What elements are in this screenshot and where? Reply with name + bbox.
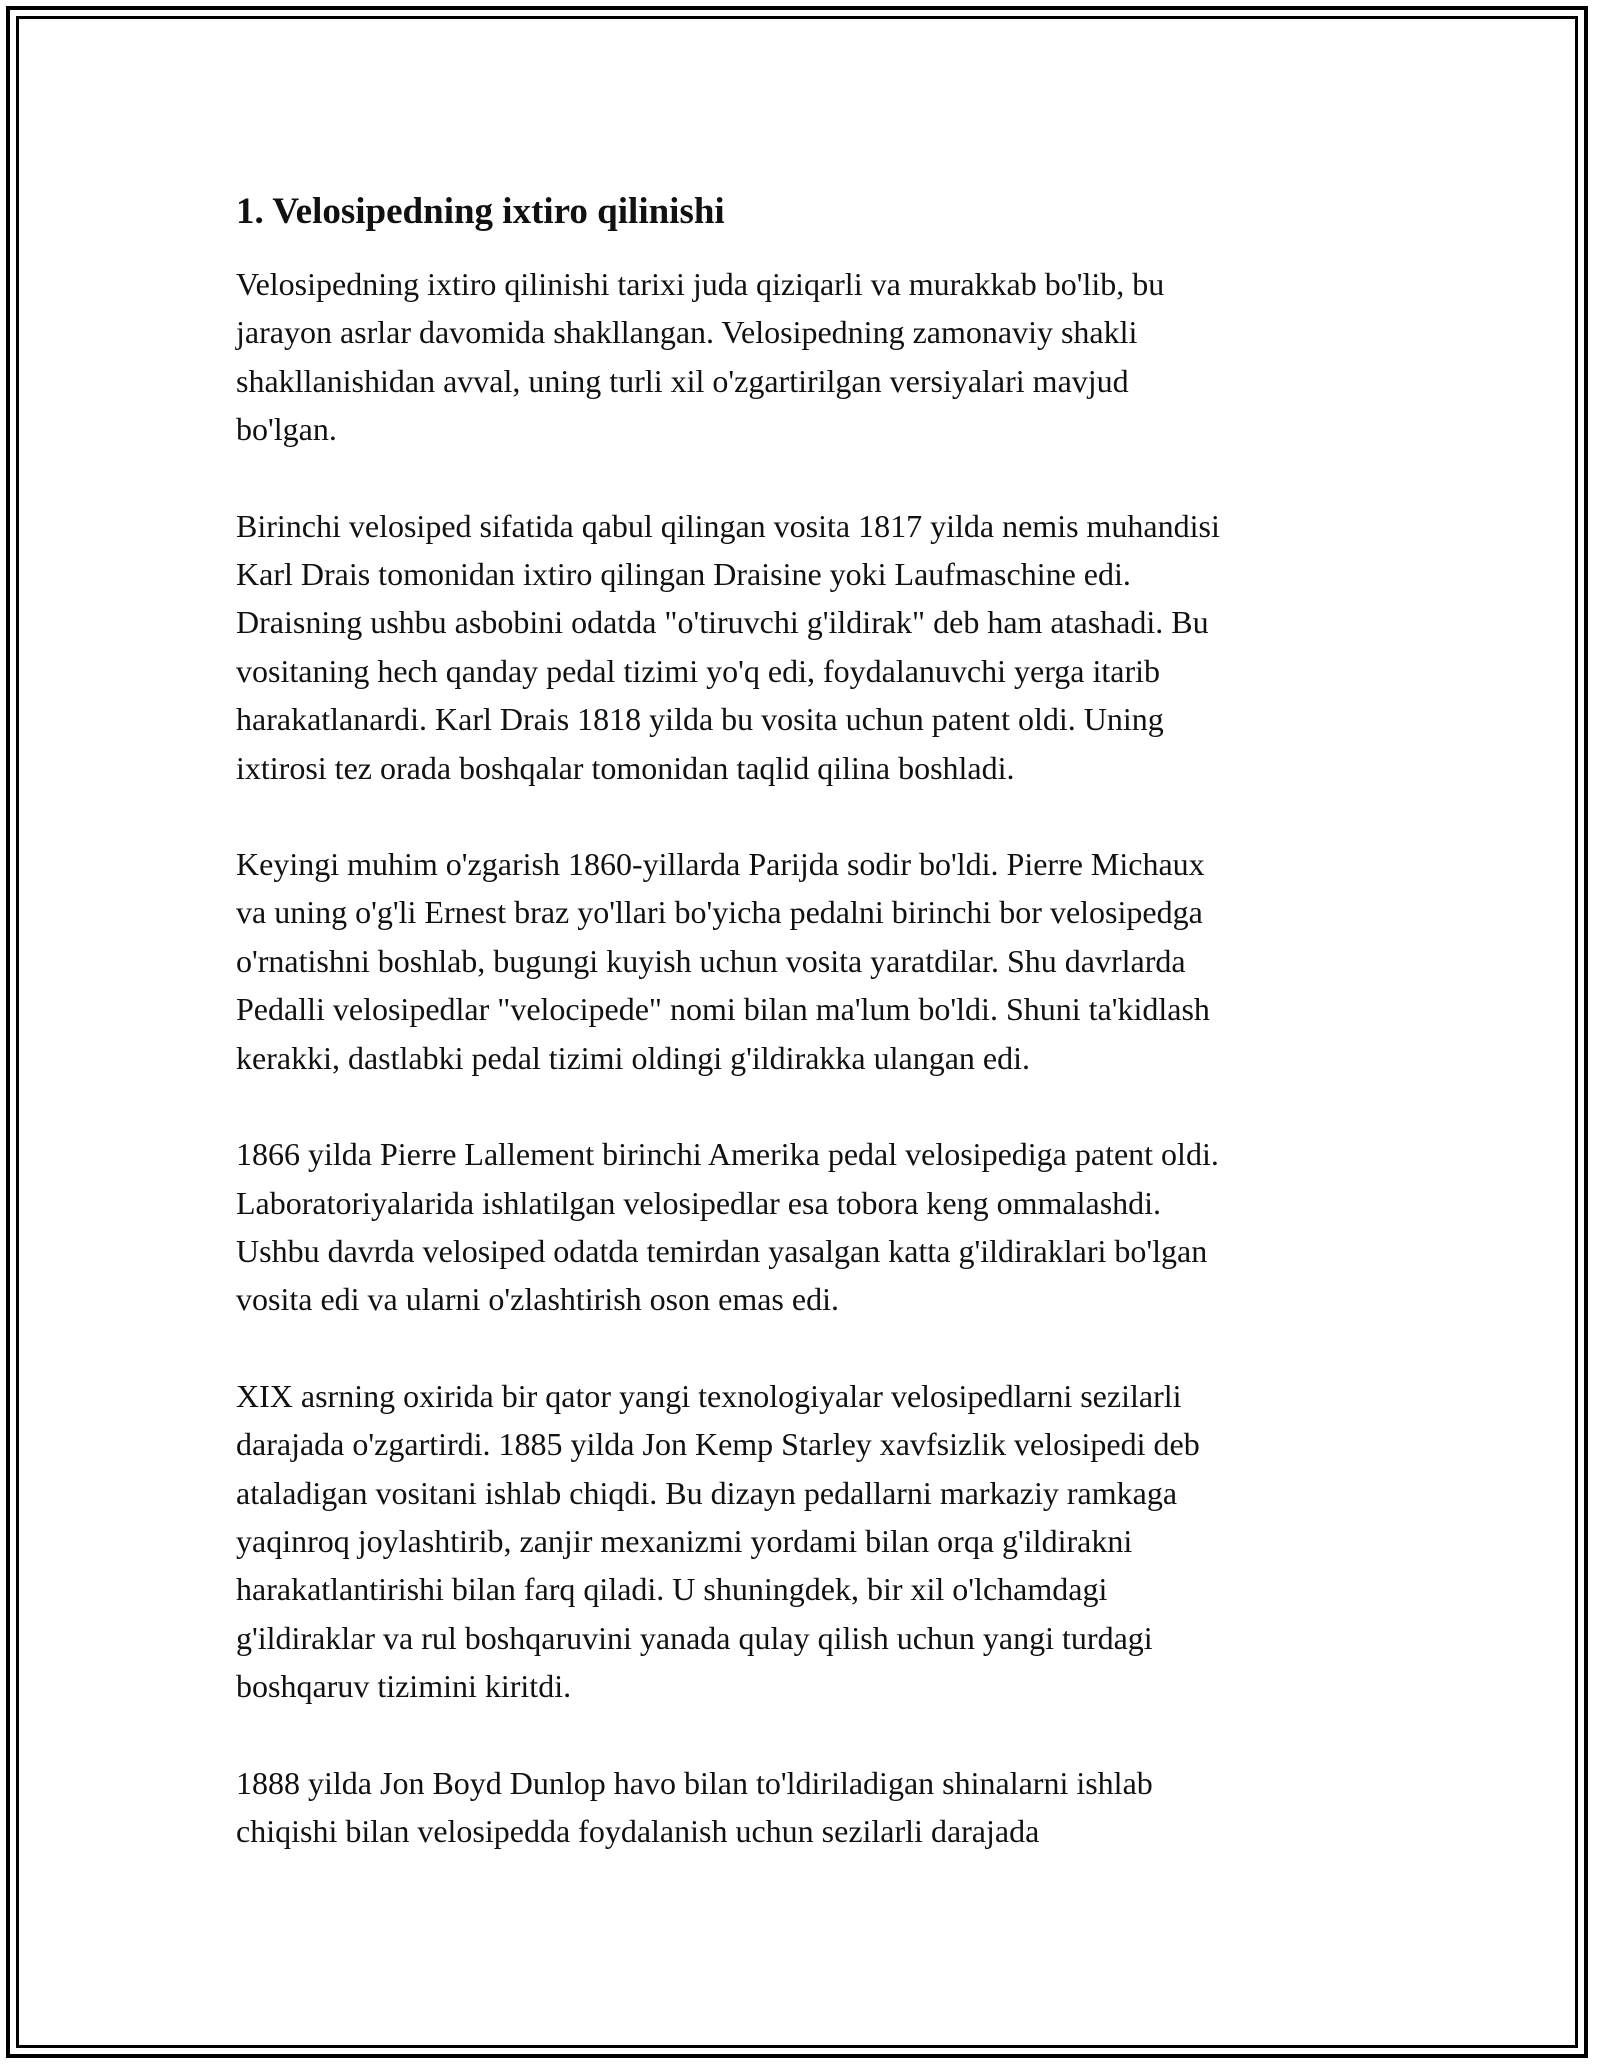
paragraph-lallement: 1866 yilda Pierre Lallement birinchi Amerika pedal velosipediga patent oldi. Laboratoriyalarida ishlatilgan velosipedlar esa tobora keng ommalashdi. Ushbu davrda velosiped odatda temirdan yasalgan katta g'ildiraklari bo'lgan vosita edi va ularni o'zlashtirish oson emas edi. xyxy=(236,1136,1219,1318)
paragraph-dunlop: 1888 yilda Jon Boyd Dunlop havo bilan to'ldiriladigan shinalarni ishlab chiqishi bilan velosipedda foydalanish uchun sezilarli darajada xyxy=(236,1764,1153,1849)
paragraph-draisine: Birinchi velosiped sifatida qabul qilingan vosita 1817 yilda nemis muhandisi Karl Drais tomonidan ixtiro qilingan Draisine yoki Laufmaschine edi. Draisning ushbu asbobini odatda "o'tiruvchi g'ildirak" deb ham atashadi. Bu vositaning hech qanday pedal tizimi yo'q edi, foydalanuvchi yerga itarib harakatlanardi. Karl Drais 1818 yilda bu vosita uchun patent oldi. Uning ixtirosi tez orada boshqalar tomonidan taqlid qilina boshladi. xyxy=(236,507,1220,786)
section-heading: 1. Velosipedning ixtiro qilinishi xyxy=(236,191,725,232)
paragraph-starley: XIX asrning oxirida bir qator yangi texnologiyalar velosipedlarni sezilarli darajada o'zgartirdi. 1885 yilda Jon Kemp Starley xavfsizlik velosipedi deb ataladigan vositani ishlab chiqdi. Bu dizayn pedallarni markaziy ramkaga yaqinroq joylashtirib, zanjir mexanizmi yordami bilan orqa g'ildirakni harakatlantirishi bilan farq qiladi. U shuningdek, bir xil o'lchamdagi g'ildiraklar va rul boshqaruvini yanada qulay qilish uchun yangi turdagi boshqaruv tizimini kiritdi. xyxy=(236,1377,1200,1705)
paragraph-michaux: Keyingi muhim o'zgarish 1860-yillarda Parijda sodir bo'ldi. Pierre Michaux va uning o'g'li Ernest braz yo'llari bo'yicha pedalni birinchi bor velosipedga o'rnatishni boshlab, bugungi kuyish uchun vosita yaratdilar. Shu davrlarda Pedalli velosipedlar "velocipede" nomi bilan ma'lum bo'ldi. Shuni ta'kidlash kerakki, dastlabki pedal tizimi oldingi g'ildirakka ulangan edi. xyxy=(236,846,1210,1076)
paragraph-intro: Velosipedning ixtiro qilinishi tarixi juda qiziqarli va murakkab bo'lib, bu jarayon asrlar davomida shakllangan. Velosipedning zamonaviy shakli shakllanishidan avval, uning turli xil o'zgartirilgan versiyalari mavjud bo'lgan. xyxy=(236,266,1165,448)
document-body xyxy=(236,186,1376,1903)
